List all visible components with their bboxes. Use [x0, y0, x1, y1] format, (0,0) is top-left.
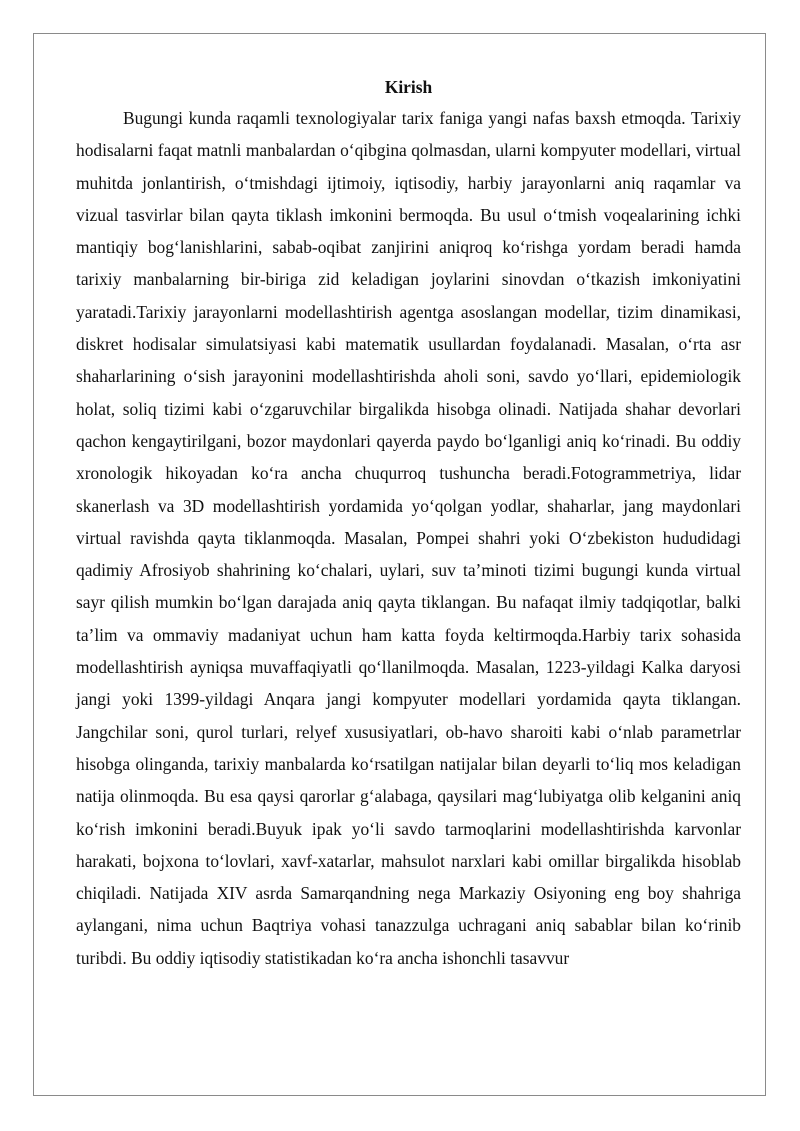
document-content	[76, 73, 741, 974]
body-paragraph: Bugungi kunda raqamli texnologiyalar tarix faniga yangi nafas baxsh etmoqda. Tarixiy hodisalarni faqat matnli manbalardan o‘qibgina qolmasdan, ularni kompyuter modellari, virtual muhitda jonlantirish, o‘tmishdagi ijtimoiy, iqtisodiy, harbiy jarayonlarni aniq raqamlar va vizual tasvirlar bilan qayta tiklash imkonini bermoqda. Bu usul o‘tmish voqealarining ichki mantiqiy bog‘lanishlarini, sabab-oqibat zanjirini aniqroq ko‘rishga yordam beradi hamda tarixiy manbalarning bir-biriga zid keladigan joylarini sinovdan o‘tkazish imkoniyatini yaratadi.Tarixiy jarayonlarni modellashtirish agentga asoslangan modellar, tizim dinamikasi, diskret hodisalar simulatsiyasi kabi matematik usullardan foydalanadi. Masalan, o‘rta asr shaharlarining o‘sish jarayonini modellashtirishda aholi soni, savdo yo‘llari, epidemiologik holat, soliq tizimi kabi o‘zgaruvchilar birgalikda hisobga olinadi. Natijada shahar devorlari qachon kengaytirilgani, bozor maydonlari qayerda paydo bo‘lganligi aniq ko‘rinadi. Bu oddiy xronologik hikoyadan ko‘ra ancha chuqurroq tushuncha beradi.Fotogrammetriya, lidar skanerlash va 3D modellashtirish yordamida yo‘qolgan yodlar, shaharlar, jang maydonlari virtual ravishda qayta tiklanmoqda. Masalan, Pompei shahri yoki O‘zbekiston hududidagi qadimiy Afrosiyob shahrining ko‘chalari, uylari, suv ta’minoti tizimi bugungi kunda virtual sayr qilish mumkin bo‘lgan darajada aniq qayta tiklangan. Bu nafaqat ilmiy tadqiqotlar, balki ta’lim va ommaviy madaniyat uchun ham katta foyda keltirmoqda.Harbiy tarix sohasida modellashtirish ayniqsa muvaffaqiyatli qo‘llanilmoqda. Masalan, 1223-yildagi Kalka daryosi jangi yoki 1399-yildagi Anqara jangi kompyuter modellari yordamida qayta tiklangan. Jangchilar soni, qurol turlari, relyef xususiyatlari, ob-havo sharoiti kabi o‘nlab parametrlar hisobga olinganda, tarixiy manbalarda ko‘rsatilgan natijalar bilan deyarli to‘liq mos keladigan natija olinmoqda. Bu esa qaysi qarorlar g‘alabaga, qaysilari mag‘lubiyatga olib kelganini aniq ko‘rish imkonini beradi.Buyuk ipak yo‘li savdo tarmoqlarini modellashtirishda karvonlar harakati, bojxona to‘lovlari, xavf-xatarlar, mahsulot narxlari kabi omillar birgalikda hisoblab chiqiladi. Natijada XIV asrda Samarqandning nega Markaziy Osiyoning eng boy shahriga aylangani, nima uchun Baqtriya vohasi tanazzulga uchragani aniq sabablar bilan ko‘rinib turibdi. Bu oddiy iqtisodiy statistikadan ko‘ra ancha ishonchli tasavvur	[76, 108, 741, 968]
document-title: Kirish	[384, 77, 433, 97]
